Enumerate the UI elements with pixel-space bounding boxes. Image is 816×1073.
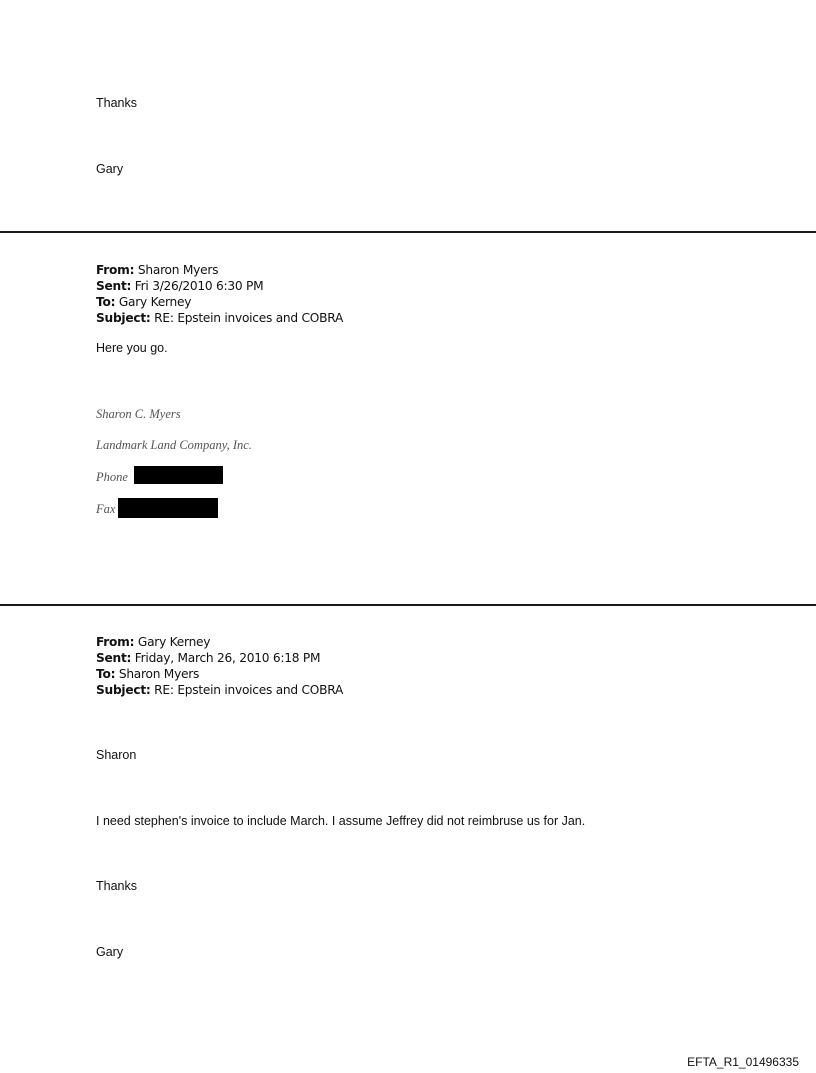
to-label: To: [96,667,116,681]
sent-label: Sent: [96,279,132,293]
gary-signature: Gary [96,945,124,959]
document-id: EFTA_R1_01496335 [687,1055,799,1069]
gary-closing: Thanks [96,879,137,893]
signature-name: Sharon C. Myers [96,407,181,421]
signature-company: Landmark Land Company, Inc. [96,438,252,452]
sent-value: Fri 3/26/2010 6:30 PM [134,279,264,293]
subject-label: Subject: [96,683,151,697]
sent-value: Friday, March 26, 2010 6:18 PM [134,651,321,665]
to-row [96,294,343,310]
from-value: Sharon Myers [137,263,219,277]
separator-rule-1 [0,231,816,233]
gary-body-text: I need stephen's invoice to include March. I assume Jeffrey did not reimbruse us for Jan. [96,814,586,828]
from-label: From: [96,635,135,649]
subject-row [96,682,343,698]
signature-fax-label: Fax [96,502,116,516]
sent-label: Sent: [96,651,132,665]
sent-row [96,278,343,294]
sent-row [96,650,343,666]
sharon-body-text: Here you go. [96,341,168,355]
from-row [96,634,343,650]
to-value: Gary Kerney [118,295,192,309]
from-label: From: [96,263,135,277]
to-label: To: [96,295,116,309]
top-closing: Thanks [96,96,137,110]
to-value: Sharon Myers [118,667,200,681]
from-row [96,262,343,278]
email-header-sharon [96,262,343,326]
to-row [96,666,343,682]
signature-phone-label: Phone [96,470,128,484]
separator-rule-2 [0,604,816,606]
subject-value: RE: Epstein invoices and COBRA [154,683,344,697]
from-value: Gary Kerney [137,635,211,649]
subject-row [96,310,343,326]
gary-greeting: Sharon [96,748,137,762]
email-header-gary [96,634,343,698]
subject-label: Subject: [96,311,151,325]
top-signature: Gary [96,162,124,176]
redaction-box-fax [118,498,218,518]
subject-value: RE: Epstein invoices and COBRA [154,311,344,325]
redaction-box-phone [134,466,223,484]
